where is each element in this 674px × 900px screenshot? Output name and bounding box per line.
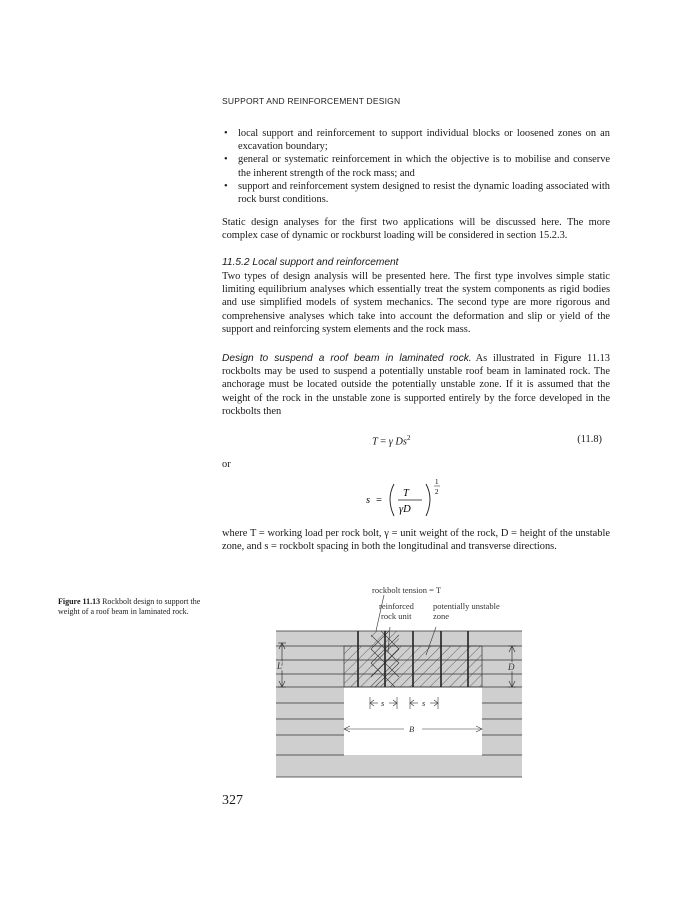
label-B: B [409,724,415,734]
label-potentially-unstable: potentially unstable [433,601,500,611]
caption-text: Rockbolt design to support the weight of a roof beam in laminated rock. [58,597,201,616]
figure-caption [58,597,208,617]
equation-spacing [360,476,480,526]
bullet-item: • local support and reinforcement to support individual blocks or loosened zones on an excavation boundary; [224,128,610,153]
label-s-2: s [422,698,426,708]
label-reinforced: reinforced [379,601,414,611]
connector-or: or [222,459,231,470]
equation-number: (11.8) [577,434,602,445]
eq2-exp-num: 1 [435,478,439,486]
label-D: D [508,662,515,672]
label-rock-unit: rock unit [381,611,412,621]
bullet-symbol: • [224,180,228,192]
eq2-numerator: T [403,488,409,499]
eq2-equals: = [376,495,382,506]
paragraph-analysis-types: Two types of design analysis will be presented here. The first type involves simple static limiting equilibrium analyses which essentially treat the system components as rigid bodies and use simplified models of system mechanics. The second type are more rigorous and comprehensive analyses which take into account the deformation and slip or yield of the support and reinforcing system elements and the rock mass. [222,271,610,335]
paragraph-where: where T = working load per rock bolt, γ = unit weight of the rock, D = height of the unstable zone, and s = rockbolt spacing in both the longitudinal and transverse directions. [222,528,610,553]
caption-label: Figure 11.13 [58,597,101,606]
bullet-list [222,127,610,206]
bullet-symbol: • [224,128,228,139]
eq2-denominator: γD [399,504,411,515]
eq2-exp-den: 2 [435,488,439,496]
label-L: L [277,661,283,671]
section-heading: 11.5.2 Local support and reinforcement [222,257,399,268]
eq2-right-paren [426,484,430,516]
equation-expression: T = γ Ds$^2$ [372,434,411,448]
run-in-heading: Design to suspend a roof beam in laminated rock. [222,353,472,364]
bullet-symbol: • [224,154,228,166]
paragraph-roof-beam: Design to suspend a roof beam in laminated rock. As illustrated in Figure 11.13 rockbolts may be used to suspend a potentially unstable roof beam in laminated rock. The anchorage must be located outside the potentially unstable zone. If it is assumed that the weight of the rock in the unstable zone is supported entirely by the force developed in the rockbolts then [222,353,611,417]
bullet-item: • general or systematic reinforcement in which the objective is to mobilise and conserve the inherent strength of the rock mass; and [224,154,610,179]
figure-rockbolt-diagram [276,583,522,779]
page-number: 327 [222,793,243,808]
label-rockbolt-tension: rockbolt tension = T [372,585,442,595]
excavation-opening [344,687,482,755]
label-s-1: s [381,698,385,708]
label-zone: zone [433,611,450,621]
eq2-left-paren [390,484,394,516]
paragraph-static-design: Static design analyses for the first two applications will be discussed here. The more complex case of dynamic or rockburst loading will be considered in section 15.2.3. [222,217,610,242]
running-head: SUPPORT AND REINFORCEMENT DESIGN [222,96,401,106]
bullet-item: • support and reinforcement system designed to resist the dynamic loading associated with rock burst conditions. [224,180,610,206]
eq2-lhs: s [366,495,371,506]
